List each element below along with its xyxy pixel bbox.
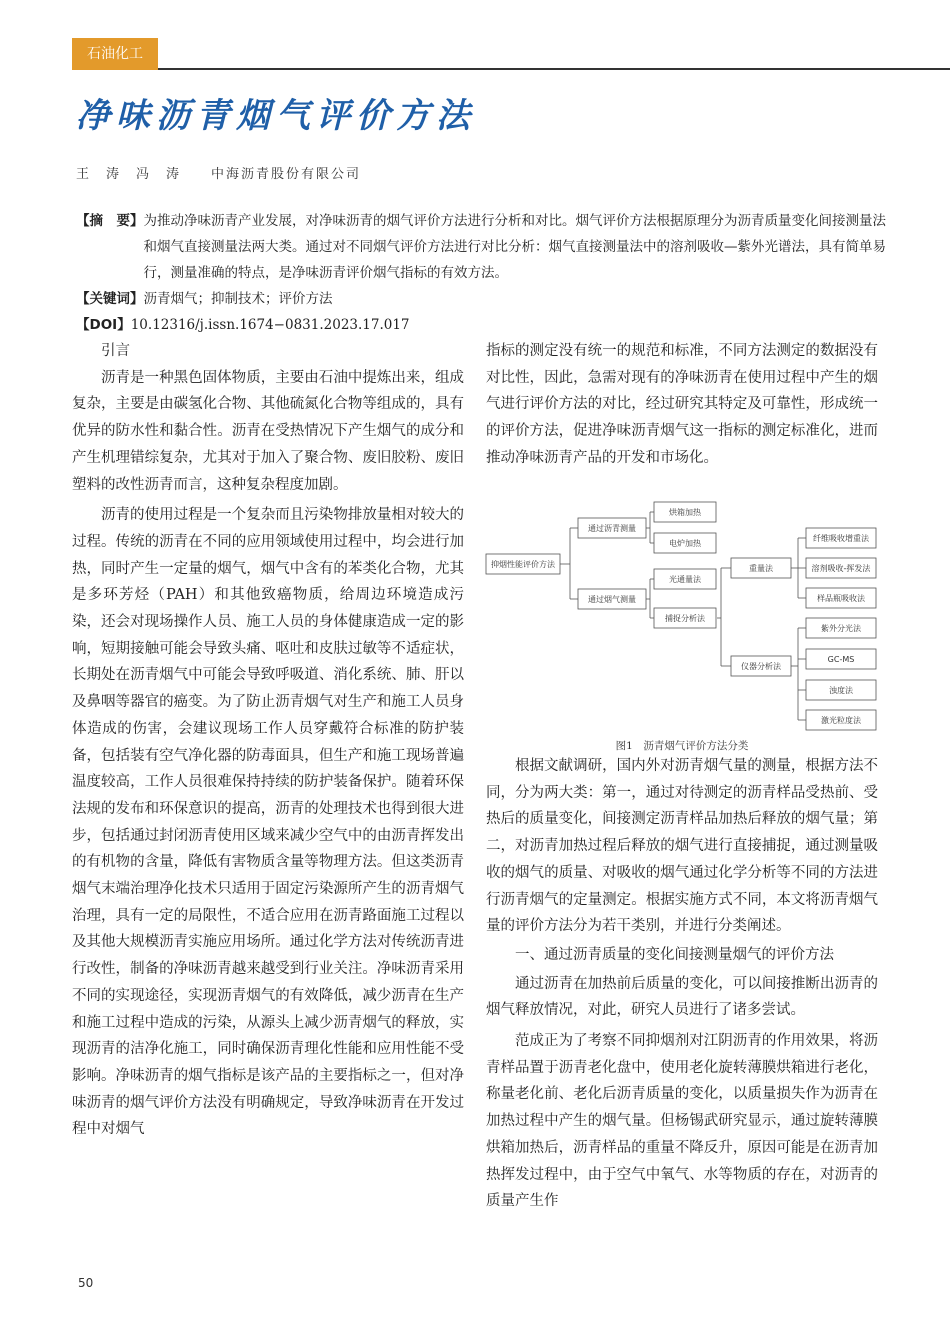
diagram-leaf: 溶剂吸收-挥发法 [811,564,871,573]
figure-1 [484,498,878,738]
abstract-label: 【摘 要】 [76,213,144,229]
paragraph: 根据文献调研，国内外对沥青烟气量的测量，根据方法不同，分为两大类：第一，通过对待测定的沥青样品受热前、受热后的质量变化，间接测定沥青样品加热后释放的烟气量；第二，对沥青加热过程后释放的烟气进行直接捕捉，通过测量吸收的烟气的质量、对吸收的烟气通过化学分析等不同的方法进行沥青烟气的定量测定。根据实施方式不同，本文将沥青烟气量的评价方法分为若干类别，并进行分类阐述。 [486,758,878,935]
keywords-label: 【关键词】 [76,291,144,307]
diagram-instr: 仪器分析法 [741,662,781,671]
header-rule [158,68,950,70]
authors-line: 王 涛 冯 涛 中海沥青股份有限公司 [76,167,362,182]
keywords-row [76,286,886,312]
doi-label: 【DOI】 [76,317,131,333]
section-heading: 一、通过沥青质量的变化间接测量烟气的评价方法 [515,946,834,963]
diagram-leaf: 激光粒度法 [821,716,861,725]
diagram-leaf: 浊度法 [829,686,853,695]
page-title: 净味沥青烟气评价方法 [76,96,476,136]
section-tab: 石油化工 [72,38,158,70]
column-right-bottom [486,753,878,1215]
diagram-leaf: GC-MS [827,655,855,664]
diagram-leaf: 电炉加热 [669,539,701,548]
abstract-text: 为推动净味沥青产业发展，对净味沥青的烟气评价方法进行分析和对比。烟气评价方法根据原理分为沥青质量变化间接测量法和烟气直接测量法两大类。通过对不同烟气评价方法进行对比分析：烟气直接测量法中的溶剂吸收—紫外光谱法，具有简单易行，测量准确的特点，是净味沥青评价烟气指标的有效方法。 [143,213,886,281]
abstract-block [76,208,886,338]
diagram-mid: 捕捉分析法 [665,614,705,623]
diagram-root: 抑烟性能评价方法 [491,560,555,569]
diagram-mass: 重量法 [749,564,773,573]
diagram-leaf: 样品瓶吸收法 [817,594,865,603]
paragraph: 通过沥青在加热前后质量的变化，可以间接推断出沥青的烟气释放情况，对此，研究人员进行了诸多尝试。 [486,975,878,1019]
figure-caption: 图1 沥青烟气评价方法分类 [615,740,749,752]
diagram-mid: 光通量法 [669,575,701,584]
intro-heading: 引言 [101,343,130,359]
diagram-branch-b: 通过烟气测量 [588,595,636,604]
diagram-leaf: 紫外分光法 [821,624,861,633]
page-number: 50 [78,1276,94,1290]
keywords-text: 沥青烟气；抑制技术；评价方法 [143,291,333,307]
abstract-row [76,208,886,286]
diagram-branch-a: 通过沥青测量 [588,524,636,533]
doi-text: 10.12316/j.issn.1674−0831.2023.17.017 [130,317,410,333]
paragraph: 范成正为了考察不同抑烟剂对江阴沥青的作用效果，将沥青样品置于沥青老化盘中，使用老化旋转薄膜烘箱进行老化，称量老化前、老化后沥青质量的变化，以质量损失作为沥青在加热过程中产生的烟气量。但杨锡武研究显示，通过旋转薄膜烘箱加热后，沥青样品的重量不降反升，原因可能是在沥青加热挥发过程中，由于空气中氧气、水等物质的存在，对沥青的质量产生作 [486,1033,878,1210]
diagram-leaf: 纤维吸收增重法 [813,534,869,543]
doi-row [76,312,886,338]
paragraph: 沥青的使用过程是一个复杂而且污染物排放量相对较大的过程。传统的沥青在不同的应用领域使用过程中，均会进行加热，同时产生一定量的烟气，烟气中含有的苯类化合物，尤其是多环芳烃（PAH）和其他致癌物质，给周边环境造成污染，还会对现场操作人员、施工人员的身体健康造成一定的影响，短期接触可能会导致头痛、呕吐和皮肤过敏等不适症状，长期处在沥青烟气中可能会导致呼吸道、消化系统、肺、肝以及鼻咽等器官的癌变。为了防止沥青烟气对生产和施工人员身体造成的伤害，会建议现场工作人员穿戴符合标准的防护装备，包括装有空气净化器的防毒面具，但生产和施工现场普遍温度较高，工作人员很难保持持续的防护装备保护。随着环保法规的发布和环保意识的提高，沥青的处理技术也得到很大进步，包括通过封闭沥青使用区域来减少空气中的由沥青挥发出的有机物的含量，降低有害物质含量等物理方法。但这类沥青烟气末端治理净化技术只适用于固定污染源所产生的沥青烟气治理，具有一定的局限性，不适合应用在沥青路面施工过程以及其他大规模沥青实施应用场所。通过化学方法对传统沥青进行改性，制备的净味沥青越来越受到行业关注。净味沥青采用不同的实现途径，实现沥青烟气的有效降低，减少沥青在生产和施工过程中造成的污染，从源头上减少沥青烟气的释放，实现沥青的洁净化施工，同时确保沥青理化性能和应用性能不受影响。净味沥青的烟气指标是该产品的主要指标之一，但对净味沥青的烟气评价方法没有明确规定，导致净味沥青在开发过程中对烟气 [72,507,464,1138]
column-right-top [486,338,878,472]
paragraph: 指标的测定没有统一的规范和标准，不同方法测定的数据没有对比性，因此，急需对现有的净味沥青在使用过程中产生的烟气进行评价方法的对比，经过研究其特定及可靠性，形成统一的评价方法，促进净味沥青烟气这一指标的测定标准化，进而推动净味沥青产品的开发和市场化。 [486,343,878,466]
paragraph: 沥青是一种黑色固体物质，主要由石油中提炼出来，组成复杂，主要是由碳氢化合物、其他硫氮化合物等组成的，具有优异的防水性和黏合性。沥青在受热情况下产生烟气的成分和产生机理错综复杂，尤其对于加入了聚合物、废旧胶粉、废旧塑料的改性沥青而言，这种复杂程度加剧。 [72,369,464,493]
diagram-leaf: 烘箱加热 [669,508,701,517]
column-left [72,338,464,1143]
classification-diagram [484,498,878,738]
